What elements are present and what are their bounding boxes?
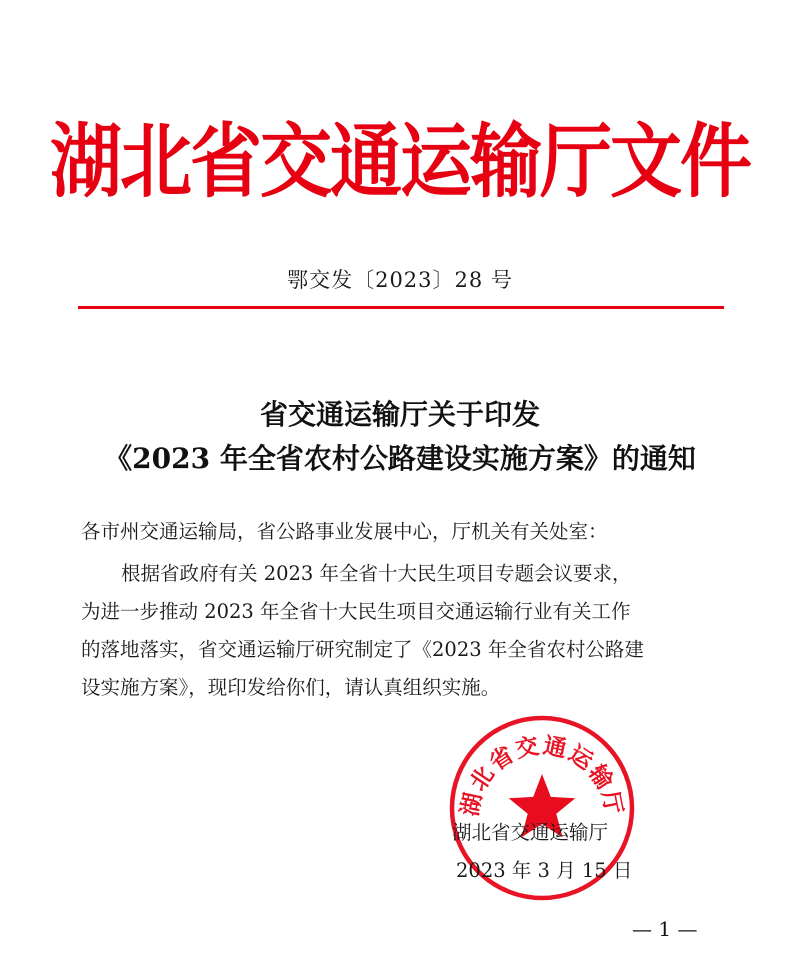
red-separator-line bbox=[78, 306, 724, 309]
page-number: — 1 — bbox=[632, 917, 698, 941]
document-title-line-2: 《2023 年全省农村公路建设实施方案》的通知 bbox=[104, 442, 696, 475]
signature-date: 2023 年 3 月 15 日 bbox=[456, 859, 633, 882]
body-line-2: 为进一步推动 2023 年全省十大民生项目交通运输行业有关工作 bbox=[81, 600, 631, 623]
document-title-line-1: 省交通运输厅关于印发 bbox=[259, 398, 540, 431]
body-line-4: 设实施方案》，现印发给你们，请认真组织实施。 bbox=[81, 676, 501, 699]
signatory-organization: 湖北省交通运输厅 bbox=[452, 821, 609, 844]
masthead-title: 湖北省交通运输厅文件 bbox=[49, 113, 750, 209]
document-number: 鄂交发〔2023〕28 号 bbox=[287, 268, 513, 292]
body-line-1: 根据省政府有关 2023 年全省十大民生项目专题会议要求， bbox=[121, 562, 632, 585]
body-line-3: 的落地落实，省交通运输厅研究制定了《2023 年全省农村公路建 bbox=[81, 638, 644, 661]
recipients-line: 各市州交通运输局，省公路事业发展中心，厅机关有关处室： bbox=[81, 520, 608, 543]
svg-text:湖北省交通运输厅: 湖北省交通运输厅 bbox=[457, 732, 627, 819]
